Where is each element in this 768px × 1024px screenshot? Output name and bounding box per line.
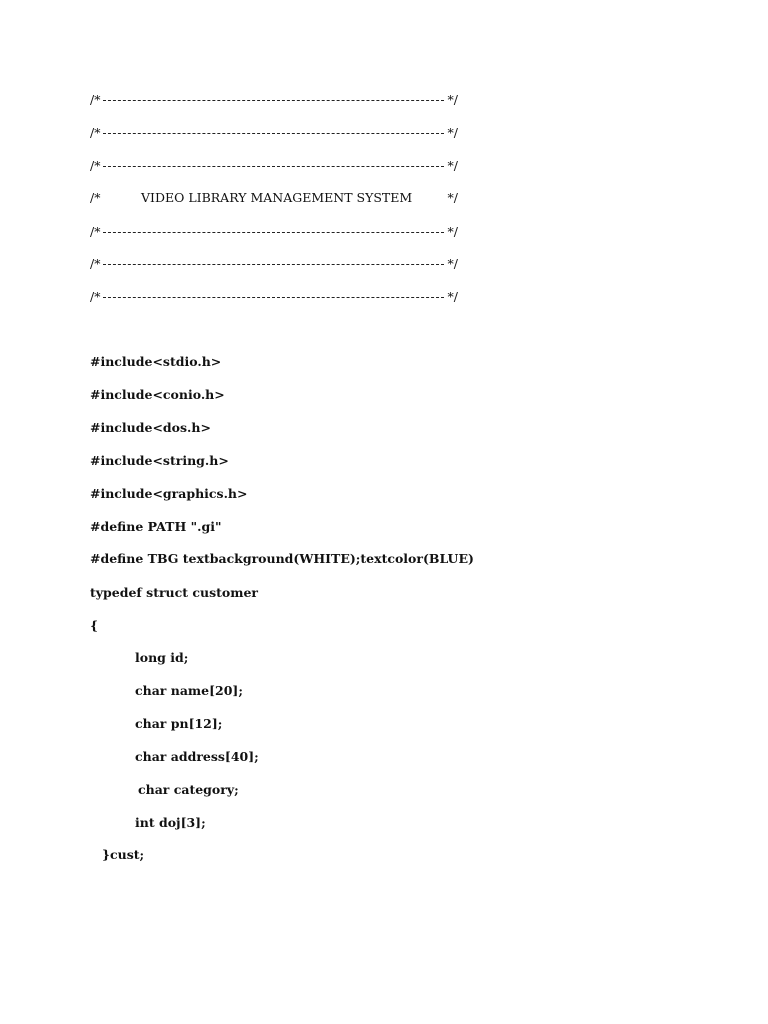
banner-rule-4 bbox=[90, 224, 458, 240]
field-doj-line: int doj[3]; bbox=[135, 815, 206, 830]
dash-rule bbox=[103, 264, 444, 265]
comment-close: */ bbox=[447, 158, 458, 173]
dash-rule bbox=[103, 166, 444, 167]
comment-open: /* bbox=[90, 256, 101, 271]
typedef-line: typedef struct customer bbox=[90, 585, 258, 600]
comment-close: */ bbox=[447, 125, 458, 140]
include-conio-line: #include<conio.h> bbox=[90, 387, 225, 402]
dash-rule bbox=[103, 133, 444, 134]
include-string-line: #include<string.h> bbox=[90, 453, 229, 468]
open-brace-line: { bbox=[90, 618, 99, 633]
dash-rule bbox=[103, 232, 444, 233]
struct-close-line: }cust; bbox=[102, 847, 145, 862]
comment-open: /* bbox=[90, 125, 101, 140]
comment-open: /* bbox=[90, 92, 101, 107]
banner-rule-3 bbox=[90, 158, 458, 174]
comment-close: */ bbox=[447, 92, 458, 107]
field-address-line: char address[40]; bbox=[135, 749, 259, 764]
define-tbg-line: #define TBG textbackground(WHITE);textcolor(BLUE) bbox=[90, 551, 474, 566]
comment-close: */ bbox=[447, 224, 458, 239]
document-title: VIDEO LIBRARY MANAGEMENT SYSTEM bbox=[141, 190, 413, 205]
comment-close: */ bbox=[447, 190, 458, 205]
field-id-line: long id; bbox=[135, 650, 189, 665]
banner-rule-5 bbox=[90, 256, 458, 272]
field-pn-line: char pn[12]; bbox=[135, 716, 223, 731]
banner-rule-2 bbox=[90, 125, 458, 141]
banner-rule-6 bbox=[90, 289, 458, 305]
comment-close: */ bbox=[447, 256, 458, 271]
include-dos-line: #include<dos.h> bbox=[90, 420, 211, 435]
banner-rule-1 bbox=[90, 92, 458, 108]
field-name-line: char name[20]; bbox=[135, 683, 243, 698]
banner-title-line bbox=[90, 190, 458, 206]
dash-rule bbox=[103, 100, 444, 101]
dash-rule bbox=[103, 297, 444, 298]
comment-close: */ bbox=[447, 289, 458, 304]
define-path-line: #define PATH ".gi" bbox=[90, 519, 222, 534]
comment-open: /* bbox=[90, 289, 101, 304]
comment-open: /* bbox=[90, 224, 101, 239]
field-category-line: char category; bbox=[138, 782, 239, 797]
include-graphics-line: #include<graphics.h> bbox=[90, 486, 248, 501]
include-stdio-line: #include<stdio.h> bbox=[90, 354, 222, 369]
comment-open: /* bbox=[90, 158, 101, 173]
comment-open: /* bbox=[90, 190, 101, 205]
